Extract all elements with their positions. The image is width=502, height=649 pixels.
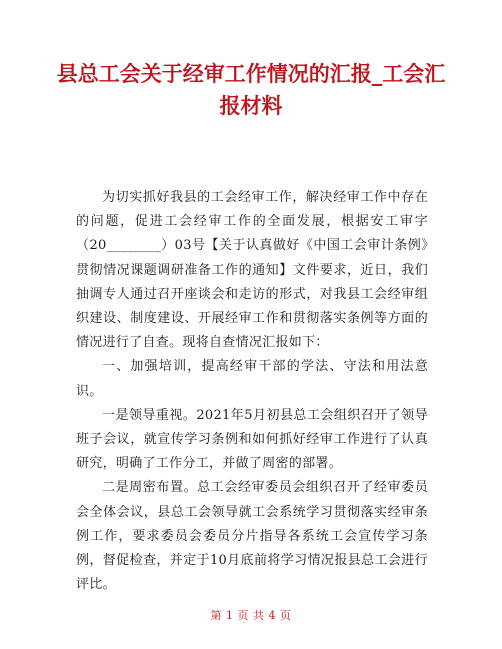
point-two-paragraph: 二是周密布置。总工会经审委员会组织召开了经审委员会全体会议，县总工会领导就工会系统学习贯彻落实经审条例工作，要求委员会委员分片指导各系统工会宣传学习条例，督促检查，并定于10月底前将学习情况报县总工会进行评比。 (76, 480, 428, 593)
section-heading: 一、加强培训，提高经审干部的学法、守法和用法意识。 (76, 359, 428, 399)
page-footer: 第 1 页 共 4 页 (210, 609, 292, 622)
intro-paragraph: 为切实抓好我县的工会经审工作，解决经审工作中存在的问题，促进工会经审工作的全面发展，根据安工审字（20________）03号【关于认真做好《中国工会审计条例》贯彻情况课题调研准备工作的通知】文件要求，近日，我们抽调专人通过召开座谈会和走访的形式，对我县工会经审组织建设、制度建设、开展经审工作和贯彻落实条例等方面的情况进行了自查。现将自查情况汇报如下： (76, 190, 428, 351)
point-one-paragraph: 一是领导重视。2021年5月初县总工会组织召开了领导班子会议，就宣传学习条例和如何抓好经审工作进行了认真研究，明确了工作分工，并做了周密的部署。 (76, 407, 428, 472)
document-body (76, 186, 428, 597)
document-title: 县总工会关于经审工作情况的汇报_工会汇报材料 (56, 62, 446, 118)
